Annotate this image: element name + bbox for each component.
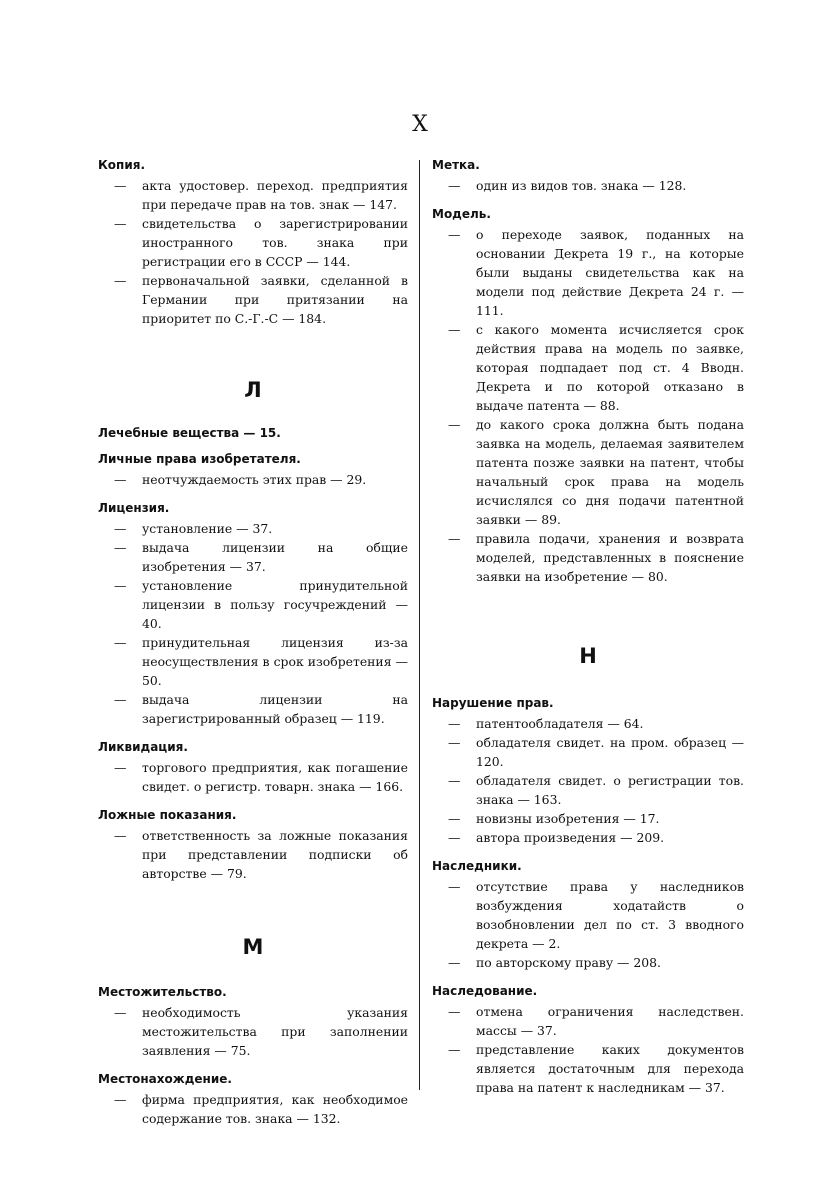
dash-mark: —	[448, 417, 461, 432]
index-entry	[98, 426, 408, 440]
index-entry	[98, 808, 408, 883]
entry-item-text: установление — 37.	[142, 521, 273, 536]
dash-mark: —	[448, 531, 461, 546]
section-letter: Л	[244, 378, 262, 402]
entry-item	[432, 529, 744, 586]
entry-item-text: один из видов тов. знака — 128.	[476, 178, 687, 193]
entry-item	[432, 877, 744, 953]
entry-item	[98, 470, 408, 489]
section-letter: Н	[579, 644, 597, 668]
entry-item-text: ответственность за ложные показания при представлении подписки об авторстве — 79.	[142, 828, 408, 881]
entry-item	[432, 828, 744, 847]
dash-mark: —	[114, 540, 127, 555]
page-number: X	[412, 112, 428, 137]
dash-mark: —	[114, 178, 127, 193]
index-entry	[432, 158, 744, 195]
dash-mark: —	[114, 1092, 127, 1107]
entry-item-text: отсутствие права у наследников возбуждения ходатайств о возобновлении дел по ст. 3 вводного декрета — 2.	[476, 879, 744, 951]
entry-heading: Местонахождение.	[98, 1072, 232, 1086]
entry-item-text: неотчуждаемость этих прав — 29.	[142, 472, 367, 487]
entry-item	[98, 1003, 408, 1060]
entry-item-text: выдача лицензии на общие изобретения — 37.	[142, 540, 408, 574]
dash-mark: —	[114, 216, 127, 231]
dash-mark: —	[448, 955, 461, 970]
entry-item-text: торгового предприятия, как погашение свидет. о регистр. товарн. знака — 166.	[142, 760, 408, 794]
dash-mark: —	[114, 760, 127, 775]
entry-item-text: первоначальной заявки, сделанной в Германии при притязании на приоритет по С.-Г.-С — 184.	[142, 273, 408, 326]
dash-mark: —	[114, 273, 127, 288]
entry-item	[432, 1002, 744, 1040]
entry-item	[432, 771, 744, 809]
entry-heading: Копия.	[98, 158, 146, 172]
entry-heading: Личные права изобретателя.	[98, 452, 301, 466]
index-entry	[432, 696, 744, 847]
dash-mark: —	[114, 635, 127, 650]
entry-item-text: принудительная лицензия из-за неосуществления в срок изобретения — 50.	[142, 635, 408, 688]
dash-mark: —	[448, 716, 461, 731]
entry-item-text: о переходе заявок, поданных на основании Декрета 19 г., на которые были выданы свидетельства как на модели под действие Декрета 24 г. — 111.	[476, 227, 744, 318]
entry-item	[98, 271, 408, 328]
index-entry	[432, 984, 744, 1097]
entry-item	[98, 538, 408, 576]
dash-mark: —	[448, 773, 461, 788]
entry-heading: Ложные показания.	[98, 808, 237, 822]
entry-heading: Нарушение прав.	[432, 696, 554, 710]
index-entry	[98, 158, 408, 328]
entry-item-text: отмена ограничения наследствен. массы — 37.	[476, 1004, 744, 1038]
entry-item	[98, 576, 408, 633]
dash-mark: —	[114, 578, 127, 593]
index-entry	[432, 859, 744, 972]
index-entry	[98, 1072, 408, 1128]
entry-item-text: обладателя свидет. о регистрации тов. знака — 163.	[476, 773, 744, 807]
entry-item	[98, 826, 408, 883]
entry-heading: Ликвидация.	[98, 740, 188, 754]
column-divider	[419, 160, 420, 1090]
dash-mark: —	[114, 1005, 127, 1020]
entry-item	[432, 953, 744, 972]
dash-mark: —	[448, 178, 461, 193]
section-letter: М	[242, 935, 264, 959]
index-entry	[98, 985, 408, 1060]
entry-item	[98, 214, 408, 271]
dash-mark: —	[114, 521, 127, 536]
entry-item	[432, 809, 744, 828]
entry-item	[98, 176, 408, 214]
entry-item-text: акта удостовер. переход. предприятия при передаче прав на тов. знак — 147.	[142, 178, 408, 212]
entry-item-text: обладателя свидет. на пром. образец — 120.	[476, 735, 744, 769]
dash-mark: —	[114, 828, 127, 843]
entry-item-text: выдача лицензии на зарегистрированный образец — 119.	[142, 692, 408, 726]
index-entry	[98, 740, 408, 796]
entry-item	[432, 1040, 744, 1097]
entry-item-text: необходимость указания местожительства при заполнении заявления — 75.	[142, 1005, 408, 1058]
entry-item	[98, 519, 408, 538]
entry-item-text: правила подачи, хранения и возврата моделей, представленных в пояснение заявки на изобретение — 80.	[476, 531, 744, 584]
dash-mark: —	[448, 735, 461, 750]
entry-heading: Лечебные вещества — 15.	[98, 426, 281, 440]
dash-mark: —	[448, 811, 461, 826]
dash-mark: —	[114, 472, 127, 487]
dash-mark: —	[448, 1042, 461, 1057]
entry-heading: Местожительство.	[98, 985, 227, 999]
entry-item-text: свидетельства о зарегистрировании иностранного тов. знака при регистрации его в СССР — 144.	[142, 216, 408, 269]
index-entry	[432, 207, 744, 586]
entry-item	[432, 320, 744, 415]
entry-item	[432, 714, 744, 733]
entry-item	[432, 176, 744, 195]
entry-item-text: с какого момента исчисляется срок действия права на модель по заявке, которая подпадает под ст. 4 Вводн. Декрета и по которой отказано в выдаче патента — 88.	[476, 322, 744, 413]
entry-heading: Наследование.	[432, 984, 538, 998]
entry-heading: Лицензия.	[98, 501, 170, 515]
entry-item-text: представление каких документов является достаточным для перехода права на патент к наследникам — 37.	[476, 1042, 744, 1095]
entry-item	[432, 415, 744, 529]
entry-item	[432, 225, 744, 320]
entry-item-text: до какого срока должна быть подана заявка на модель, делаемая заявителем патента позже заявки на патент, чтобы начальный срок права на модель исчислялся со дня подачи патентной заявки — 89.	[476, 417, 744, 527]
entry-item-text: установление принудительной лицензии в пользу госучреждений — 40.	[142, 578, 408, 631]
entry-item-text: новизны изобретения — 17.	[476, 811, 660, 826]
entry-item-text: фирма предприятия, как необходимое содержание тов. знака — 132.	[142, 1092, 408, 1126]
entry-heading: Модель.	[432, 207, 491, 221]
left-column	[98, 158, 408, 1140]
entry-item	[98, 1090, 408, 1128]
entry-item	[98, 633, 408, 690]
dash-mark: —	[448, 830, 461, 845]
dash-mark: —	[448, 227, 461, 242]
entry-item-text: по авторскому праву — 208.	[476, 955, 661, 970]
dash-mark: —	[114, 692, 127, 707]
entry-item	[98, 758, 408, 796]
entry-item-text: патентообладателя — 64.	[476, 716, 644, 731]
index-entry	[98, 501, 408, 728]
entry-item-text: автора произведения — 209.	[476, 830, 665, 845]
dash-mark: —	[448, 322, 461, 337]
dash-mark: —	[448, 1004, 461, 1019]
entry-item	[98, 690, 408, 728]
dash-mark: —	[448, 879, 461, 894]
entry-heading: Наследники.	[432, 859, 522, 873]
entry-item	[432, 733, 744, 771]
entry-heading: Метка.	[432, 158, 480, 172]
right-column	[432, 158, 744, 1109]
index-entry	[98, 452, 408, 489]
